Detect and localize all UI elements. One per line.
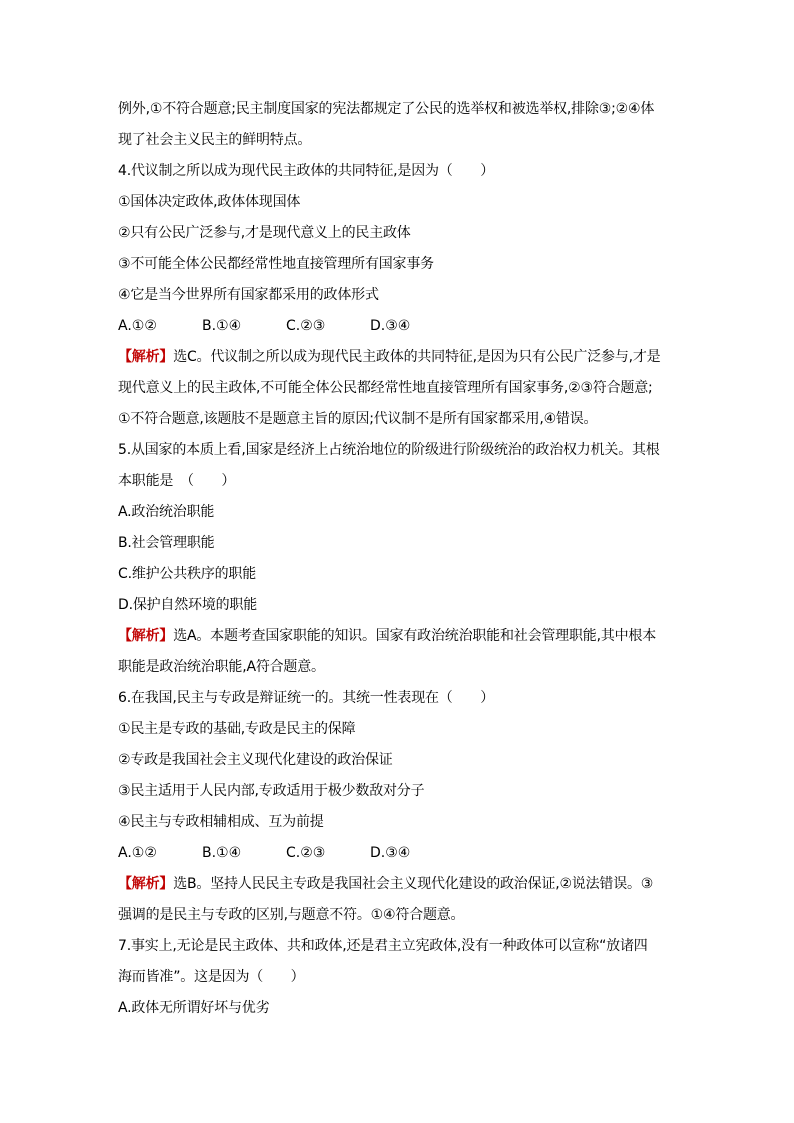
q5-option-d: D.保护自然环境的职能 xyxy=(118,597,258,613)
q5-option-c: C.维护公共秩序的职能 xyxy=(118,566,257,582)
q5-analysis-label: 【解析】 xyxy=(118,628,174,644)
q7-stem-line-2: 海而皆准”。这是因为（ ） xyxy=(118,969,305,985)
q6-option-3: ③民主适用于人民内部,专政适用于极少数敌对分子 xyxy=(118,783,425,799)
q6-option-2: ②专政是我国社会主义现代化建设的政治保证 xyxy=(118,752,393,768)
q6-analysis-text-1: 选B。坚持人民民主专政是我国社会主义现代化建设的政治保证,②说法错误。③ xyxy=(173,876,654,892)
q5-option-b: B.社会管理职能 xyxy=(118,535,215,551)
q4-choice-a: A.①② xyxy=(118,318,157,334)
q5-analysis-line-1 xyxy=(118,621,678,652)
q7-option-a: A.政体无所谓好坏与优劣 xyxy=(118,1000,270,1016)
q6-stem: 6.在我国,民主与专政是辩证统一的。其统一性表现在（ ） xyxy=(118,690,495,706)
prev-answer-line-2: 现了社会主义民主的鲜明特点。 xyxy=(118,132,312,148)
q4-stem: 4.代议制之所以成为现代民主政体的共同特征,是因为（ ） xyxy=(118,163,495,179)
q4-option-2: ②只有公民广泛参与,才是现代意义上的民主政体 xyxy=(118,225,411,241)
q4-option-4: ④它是当今世界所有国家都采用的政体形式 xyxy=(118,287,379,303)
q4-choice-c: C.②③ xyxy=(286,318,326,334)
q5-stem-line-2: 本职能是 （ ） xyxy=(118,473,236,489)
q5-stem-line-1: 5.从国家的本质上看,国家是经济上占统治地位的阶级进行阶级统治的政治权力机关。其根 xyxy=(118,442,660,458)
q5-analysis-line-2: 职能是政治统治职能,A符合题意。 xyxy=(118,659,325,675)
q6-option-1: ①民主是专政的基础,专政是民主的保障 xyxy=(118,721,356,737)
q4-option-3: ③不可能全体公民都经常性地直接管理所有国家事务 xyxy=(118,256,434,272)
q4-analysis-text-1: 选C。代议制之所以成为现代民主政体的共同特征,是因为只有公民广泛参与,才是 xyxy=(173,349,661,365)
q6-choice-a: A.①② xyxy=(118,845,157,861)
q5-option-a: A.政治统治职能 xyxy=(118,504,215,520)
q4-choices xyxy=(118,311,678,342)
document-page xyxy=(118,94,678,1024)
q4-analysis-line-2: 现代意义上的民主政体,不可能全体公民都经常性地直接管理所有国家事务,②③符合题意; xyxy=(118,380,653,396)
q6-analysis-line-2: 强调的是民主与专政的区别,与题意不符。①④符合题意。 xyxy=(118,907,465,923)
q6-choice-d: D.③④ xyxy=(370,845,411,861)
q4-analysis-line-1 xyxy=(118,342,678,373)
prev-answer-line-1: 例外,①不符合题意;民主制度国家的宪法都规定了公民的选举权和被选举权,排除③;②④体 xyxy=(118,101,655,117)
q4-choice-d: D.③④ xyxy=(370,318,411,334)
q7-stem-line-1: 7.事实上,无论是民主政体、共和政体,还是君主立宪政体,没有一种政体可以宣称“放诸四 xyxy=(118,938,648,954)
q6-choices xyxy=(118,838,678,869)
q4-option-1: ①国体决定政体,政体体现国体 xyxy=(118,194,301,210)
q6-analysis-label: 【解析】 xyxy=(118,876,174,892)
q4-analysis-label: 【解析】 xyxy=(118,349,174,365)
q4-analysis-line-3: ①不符合题意,该题肢不是题意主旨的原因;代议制不是所有国家都采用,④错误。 xyxy=(118,411,598,427)
q6-analysis-line-1 xyxy=(118,869,678,900)
q5-analysis-text-1: 选A。本题考查国家职能的知识。国家有政治统治职能和社会管理职能,其中根本 xyxy=(173,628,657,644)
q4-choice-b: B.①④ xyxy=(202,318,242,334)
q6-choice-c: C.②③ xyxy=(286,845,326,861)
q6-option-4: ④民主与专政相辅相成、互为前提 xyxy=(118,814,324,830)
q6-choice-b: B.①④ xyxy=(202,845,242,861)
